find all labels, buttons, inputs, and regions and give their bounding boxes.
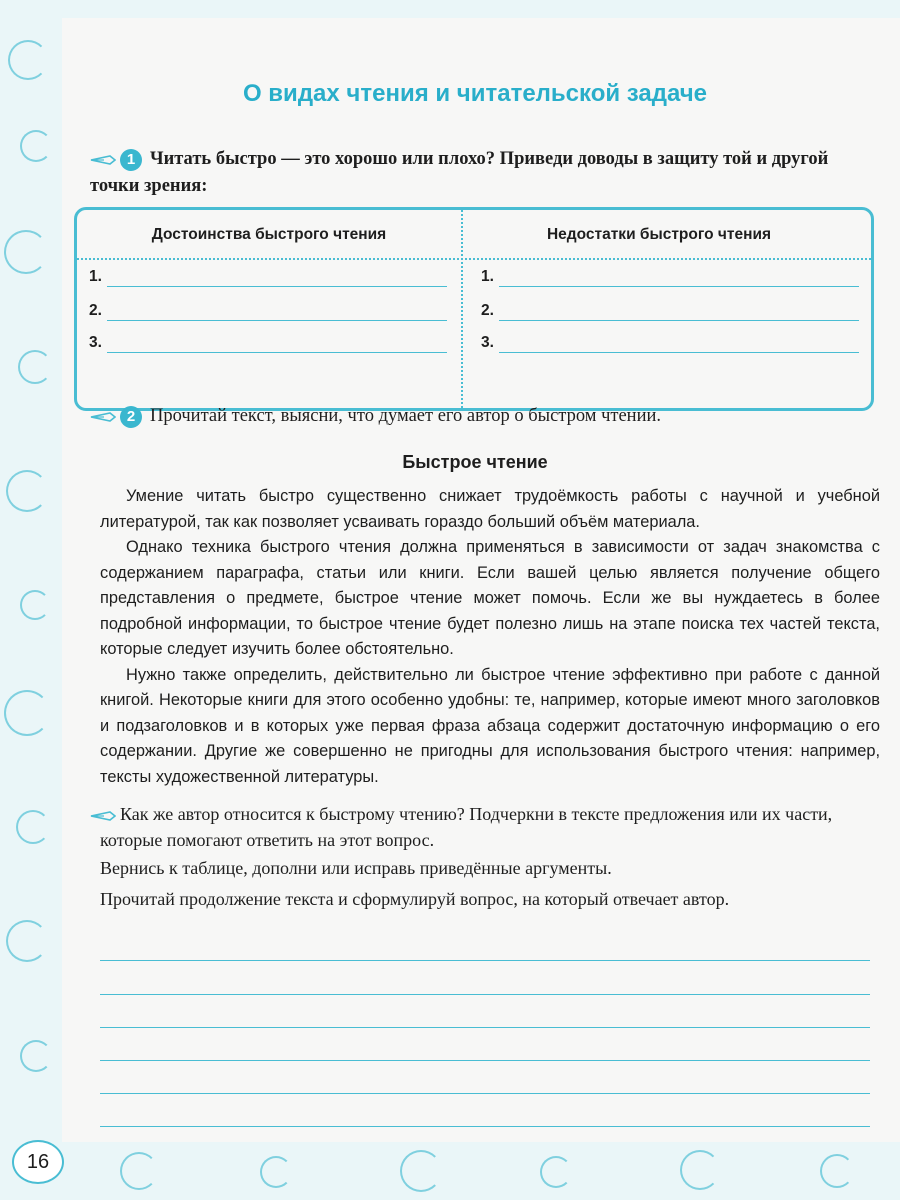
paragraph: Нужно также определить, действительно ли быстрое чтение эффективно при работе с данной книгой. Некоторые книги для этого особенно удобны: те, например, которые имеют много заголовков и подзаголовков и в которых уже первая фраза абзаца содержит достаточную информацию о его содержании. Другие же совершенно не пригодны для использования быстрого чтения: например, тексты художественной литературы.: [100, 665, 880, 786]
paragraph: Умение читать быстро существенно снижает трудоёмкость работы с научной и учебной литературой, так как позволяет усваивать гораздо больший объём материала.: [100, 487, 880, 531]
answer-line: [499, 352, 859, 353]
task-1: [90, 146, 880, 200]
answer-line-5[interactable]: [100, 1093, 870, 1094]
advantage-row-1[interactable]: [89, 268, 102, 286]
pen-icon: [90, 154, 116, 166]
answer-line-2[interactable]: [100, 994, 870, 995]
task-1-text: Читать быстро — это хорошо или плохо? Приведи доводы в защиту той и другой точки зрения:: [90, 149, 829, 196]
question-1: [100, 801, 880, 853]
top-ornament-border: [0, 0, 900, 18]
left-ornament-border: [0, 0, 62, 1200]
question-text: Как же автор относится к быстрому чтению? Подчеркни в тексте предложения или их части, которые помогают ответить на этот вопрос.: [100, 804, 833, 850]
arguments-table: [74, 207, 874, 411]
task-number-badge: 2: [120, 406, 142, 428]
pen-icon: [90, 411, 116, 423]
row-label: 3.: [89, 334, 102, 351]
bottom-ornament-border: [0, 1142, 900, 1200]
answer-line-1[interactable]: [100, 960, 870, 961]
disadvantage-row-2[interactable]: [481, 302, 494, 320]
header-separator: [77, 258, 871, 260]
task-2: [90, 403, 880, 430]
answer-line-4[interactable]: [100, 1060, 870, 1061]
reading-text: [100, 484, 880, 790]
reading-title: Быстрое чтение: [402, 452, 548, 472]
row-label: 2.: [481, 302, 494, 319]
answer-line: [499, 286, 859, 287]
answer-line: [107, 286, 447, 287]
question-2: [100, 855, 880, 881]
question-3: [100, 886, 880, 912]
column-divider: [461, 210, 463, 408]
paragraph: Однако техника быстрого чтения должна применяться в зависимости от задач знакомства с содержанием параграфа, статьи или книги. Если вашей целью является получение общего представления о предмете, быстрое чтение может помочь. Если же вы нуждаетесь в более подробной информации, то быстрое чтение будет полезно лишь на этапе поиска тех частей текста, которые следует изучить более обстоятельно.: [100, 538, 880, 658]
task-2-text: Прочитай текст, выясни, что думает его автор о быстром чтении.: [150, 406, 662, 426]
row-label: 1.: [89, 268, 102, 285]
answer-line-6[interactable]: [100, 1126, 870, 1127]
answer-line: [107, 320, 447, 321]
question-text: Прочитай продолжение текста и сформулируй вопрос, на который отвечает автор.: [100, 889, 730, 909]
row-label: 2.: [89, 302, 102, 319]
pen-icon: [90, 810, 116, 822]
page-number: 16: [12, 1140, 64, 1184]
answer-line-3[interactable]: [100, 1027, 870, 1028]
question-text: Вернись к таблице, дополни или исправь приведённые аргументы.: [100, 858, 612, 878]
row-label: 3.: [481, 334, 494, 351]
answer-line: [107, 352, 447, 353]
disadvantage-row-3[interactable]: [481, 334, 494, 352]
advantage-row-3[interactable]: [89, 334, 102, 352]
row-label: 1.: [481, 268, 494, 285]
advantages-header: Достоинства быстрого чтения: [151, 226, 387, 243]
disadvantages-header: Недостатки быстрого чтения: [546, 226, 772, 243]
answer-line: [499, 320, 859, 321]
advantage-row-2[interactable]: [89, 302, 102, 320]
disadvantage-row-1[interactable]: [481, 268, 494, 286]
page-title: О видах чтения и читательской задаче: [242, 80, 708, 107]
task-number-badge: 1: [120, 149, 142, 171]
